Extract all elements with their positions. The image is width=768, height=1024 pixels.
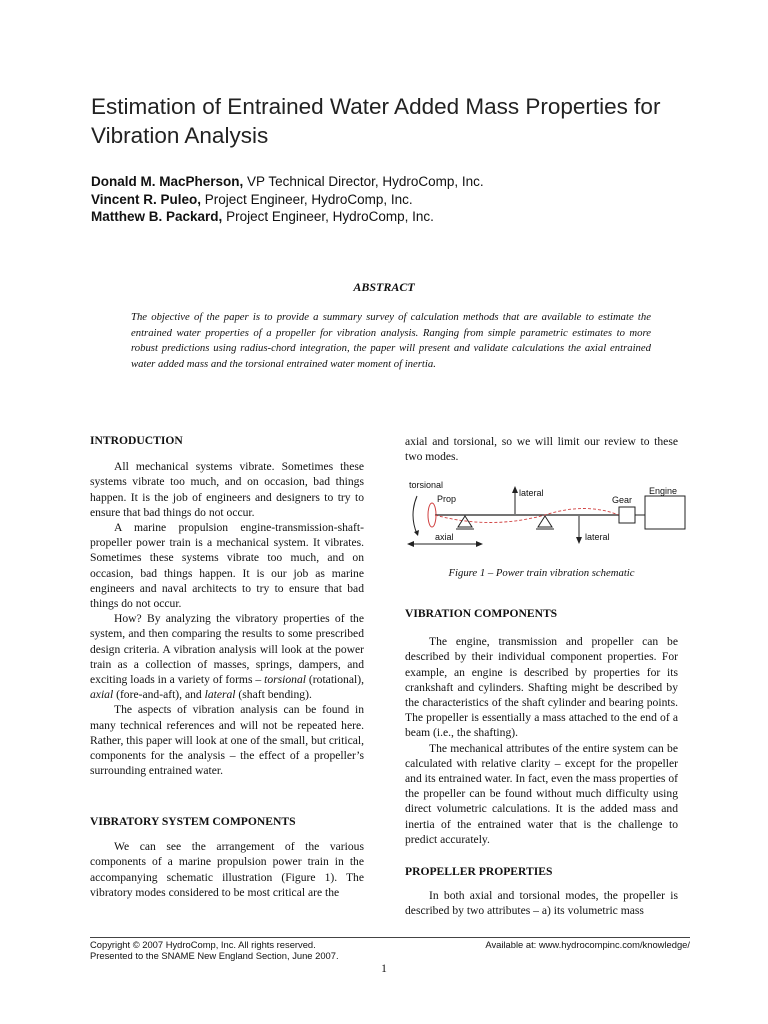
paragraph: All mechanical systems vibrate. Sometimes these systems vibrate too much, and on occasion, bad things happen. It is the job of engineers and designers to try to ensure that bad things do not occur.: [90, 460, 364, 519]
lateral-down-arrow: [576, 516, 582, 544]
engine-box: [645, 496, 685, 529]
page-number: 1: [381, 963, 387, 975]
label-engine: Engine: [649, 486, 678, 496]
label-prop: Prop: [437, 494, 457, 504]
author-line: [91, 191, 691, 209]
label-axial: axial: [435, 532, 454, 542]
power-train-schematic: [405, 476, 690, 556]
paragraph: The mechanical attributes of the entire system can be calculated with relative clarity – except for the propeller and its entrained water. In fact, even the mass properties of the propeller can be found without much difficulty using direct volumetric calculations. It is the added mass and inertia of the entrained water that is the challenge to predict accurately.: [405, 741, 678, 846]
abstract-heading: ABSTRACT: [353, 280, 415, 294]
paragraph: How? By analyzing the vibratory properties of the system, and then comparing the results to some prescribed design criteria. A vibration analysis will look at the power train as a collection of masses, springs, dampers, and exciting loads in a variety of forms – torsional (rotational), axial (fore-and-aft), and lateral (shaft bending).: [90, 612, 364, 702]
author-line: [91, 173, 691, 191]
introduction-section: [90, 433, 364, 778]
presented-text: Presented to the SNAME New England Section, June 2007.: [90, 950, 339, 961]
propeller-properties-section: [405, 864, 678, 919]
propeller-properties-heading: PROPELLER PROPERTIES: [405, 865, 553, 878]
author-name: Matthew B. Packard,: [91, 209, 223, 224]
label-lateral-bottom: lateral: [585, 532, 610, 542]
vibratory-section: [90, 814, 364, 900]
label-lateral-top: lateral: [519, 488, 544, 498]
bearing-support-icon: [456, 516, 474, 529]
author-role: VP Technical Director, HydroComp, Inc.: [247, 174, 484, 189]
author-name: Donald M. MacPherson,: [91, 174, 244, 189]
author-role: Project Engineer, HydroComp, Inc.: [226, 209, 434, 224]
abstract-body: The objective of the paper is to provide a summary survey of calculation methods that are available to estimate the entrained water properties of a propeller for vibration analysis. Ranging from simple parametric estimates to more robust predictions using radius-chord integration, the paper will present and validate calculations the axial entrained water added mass and the torsional entrained water moment of inertia.: [131, 311, 651, 370]
paragraph: In both axial and torsional modes, the propeller is described by two attributes – a) its volumetric mass: [405, 889, 678, 918]
paragraph: The engine, transmission and propeller can be described by their individual component properties. For example, an engine is described by properties for its crankshaft and cylinders. Shafting might be described by the characteristics of the shaft cylinder and bearing points. The propeller is essentially a mass attached to the end of a beam (i.e., the shafting).: [405, 635, 678, 740]
footer-copyright: [90, 939, 339, 961]
author-line: [91, 208, 691, 226]
vibration-components-heading: VIBRATION COMPONENTS: [405, 607, 558, 620]
continuation-text: [405, 434, 678, 464]
footer-divider: [90, 937, 690, 938]
paper-title: Estimation of Entrained Water Added Mass Properties for Vibration Analysis: [91, 94, 661, 148]
vibratory-heading: VIBRATORY SYSTEM COMPONENTS: [90, 815, 296, 828]
torsional-arrow: [413, 496, 417, 534]
author-role: Project Engineer, HydroComp, Inc.: [204, 191, 413, 207]
vibration-components-section: [405, 606, 678, 847]
copyright-text: Copyright © 2007 HydroComp, Inc. All rights reserved.: [90, 939, 316, 950]
term-lateral: lateral: [204, 688, 236, 702]
figure-caption: Figure 1 – Power train vibration schematic: [448, 567, 635, 579]
paragraph: We can see the arrangement of the various components of a marine propulsion power train in the accompanying schematic illustration (Figure 1). The vibratory modes considered to be most critical are the: [90, 840, 364, 899]
author-name: Vincent R. Puleo,: [91, 191, 202, 207]
paragraph: The aspects of vibration analysis can be found in many technical references and will not be repeated here. Rather, this paper will look at one of the small, but critical, components for the analysis – the effect of a propeller’s surrounding entrained water.: [90, 703, 364, 778]
propeller-shape: [428, 503, 436, 527]
term-axial: axial: [90, 688, 114, 702]
label-torsional: torsional: [409, 480, 444, 490]
footer-availability: Available at: www.hydrocompinc.com/knowledge/: [485, 939, 690, 950]
bearing-support-icon: [536, 516, 554, 529]
term-torsional: torsional: [264, 673, 306, 687]
paragraph: A marine propulsion engine-transmission-shaft-propeller power train is a mechanical system. It vibrates. Sometimes these systems vibrate too much, and on occasion, bad things happen. It is our job as marine engineers and naval architects to try to ensure that bad things do not occur.: [90, 521, 364, 611]
introduction-heading: INTRODUCTION: [90, 434, 183, 447]
author-list: [91, 173, 691, 226]
gear-box: [619, 507, 635, 523]
paragraph: axial and torsional, so we will limit our review to these two modes.: [405, 435, 678, 464]
label-gear: Gear: [612, 495, 633, 505]
lateral-up-arrow: [512, 486, 518, 514]
